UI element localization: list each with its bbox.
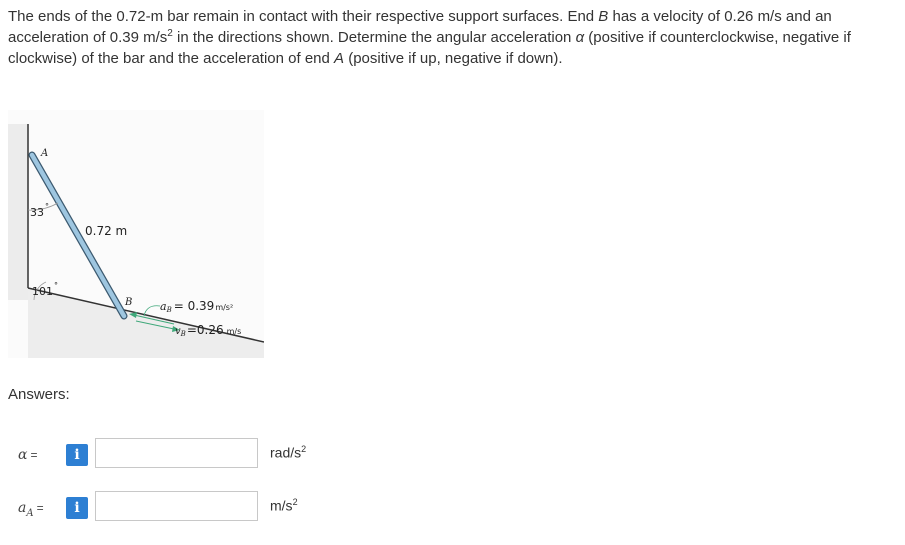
alpha-answer-input[interactable]: [95, 438, 258, 468]
angle-101-degree: °: [54, 281, 58, 290]
alpha-unit: rad/$s^2$: [270, 444, 307, 461]
alpha-label: α =: [18, 447, 38, 463]
bar-length-label: 0.72 m: [85, 224, 128, 238]
info-icon[interactable]: i: [66, 444, 88, 466]
angle-33-degree: °: [45, 202, 49, 211]
aA-answer-input[interactable]: [95, 491, 258, 521]
angle-101-value: 101: [32, 285, 53, 298]
answers-heading: Answers:: [8, 386, 70, 403]
problem-statement: The ends of the 0.72-m bar remain in contact with their respective support surfaces. End B has a velocity of 0.26 m/s and an acceleration of 0.39 $m/s^2$ in the directions shown. Determine the angular acceleration α (positive if counterclockwise, negative if clockwise) of the bar and the acceleration of end A (positive if up, negative if down).: [8, 8, 851, 67]
aA-unit: $m/s^2$: [270, 497, 298, 514]
label-a: A: [41, 148, 49, 159]
answer-row-aA: [0, 491, 905, 525]
label-b: B: [125, 297, 133, 308]
velocity-b-label: vB=0.26 m/s: [175, 323, 242, 338]
angle-33-value: 33: [30, 206, 44, 219]
bar-figure: [8, 110, 264, 358]
acceleration-b-label: aB = 0.39m/s²: [160, 299, 234, 314]
aA-label: $a_A$ =: [18, 500, 44, 519]
info-icon[interactable]: i: [66, 497, 88, 519]
answer-row-alpha: [0, 438, 905, 472]
